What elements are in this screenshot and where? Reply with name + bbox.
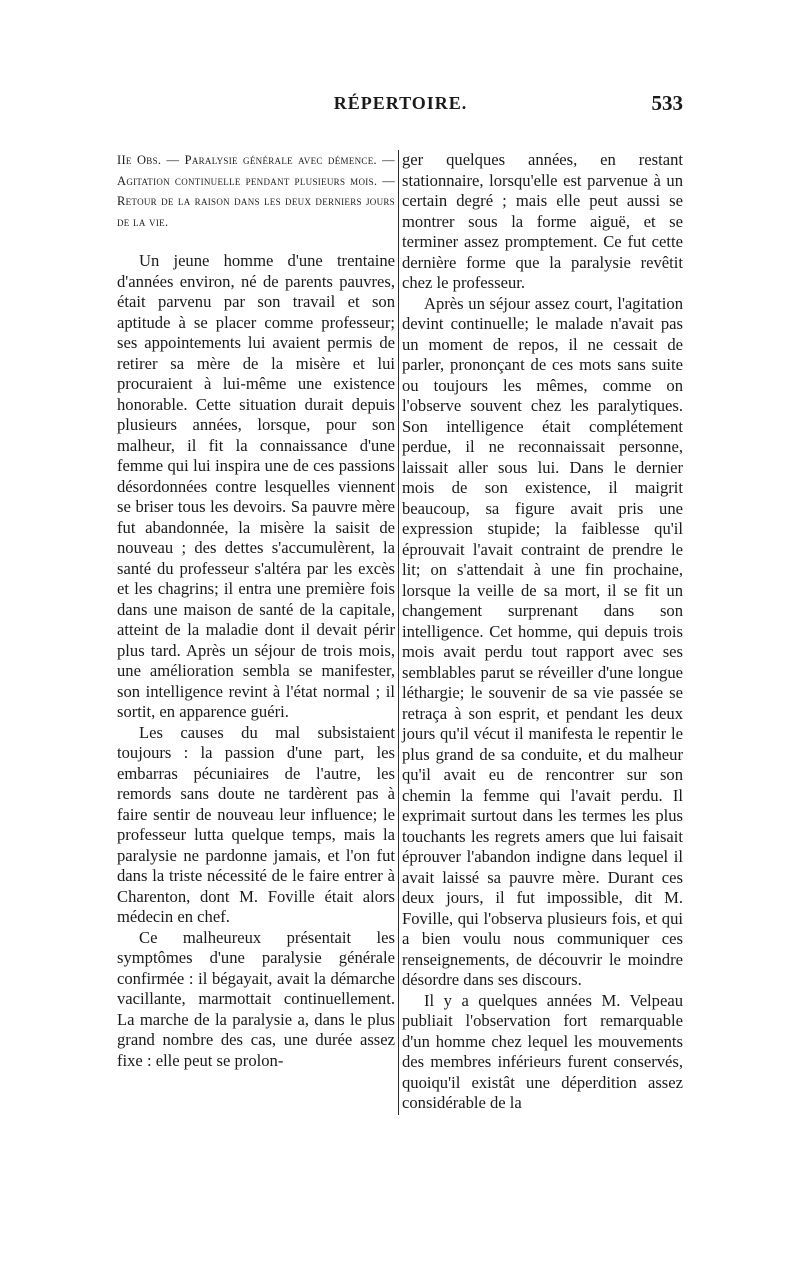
paragraph: Ce malheureux présentait les symptômes d'une paralysie générale confirmée : il bégayait, avait la démarche vacillante, marmottait continuellement. La marche de la paralysie a, dans le plus grand nombre des cas, une durée assez fixe : elle peut se prolon- [117, 927, 395, 1070]
running-head [118, 93, 683, 117]
page-number: 533 [651, 91, 683, 115]
left-column [117, 150, 395, 1071]
paragraph: Il y a quelques années M. Velpeau publiait l'observation fort remarquable d'un homme chez lequel les mouvements des membres inférieurs furent conservés, quoiqu'il existât une déperdition assez considérable de la [402, 990, 683, 1112]
right-column [402, 150, 683, 1114]
column-divider [398, 150, 399, 1115]
running-title: RÉPERTOIRE. [333, 93, 468, 113]
paragraph: Les causes du mal subsistaient toujours : la passion d'une part, les embarras pécuniaires de l'autre, les remords sans doute ne tardèrent pas à faire sentir de nouveau leur influence; le professeur lutta quelque temps, mais la paralysie ne pardonne jamais, et l'on fut dans la triste nécessité de le faire entrer à Charenton, dont M. Foville était alors médecin en chef. [117, 722, 395, 926]
paragraph: Après un séjour assez court, l'agitation devint continuelle; le malade n'avait pas un moment de repos, il ne cessait de parler, prononçant de ces mots sans suite ou toujours les mêmes, comme on l'observe souvent chez les paralytiques. Son intelligence était complétement perdue, il ne reconnaissait personne, laissait aller sous lui. Dans le dernier mois de son existence, il maigrit beaucoup, sa figure avait pris une expression stupide; la faiblesse qu'il éprouvait l'avait contraint de prendre le lit; on s'attendait à une fin prochaine, lorsque la veille de sa mort, il se fit un changement surprenant dans son intelligence. Cet homme, qui depuis trois mois avait perdu tout rapport avec ses semblables parut se réveiller d'une longue léthargie; le souvenir de sa vie passée se retraça à son esprit, et pendant les deux jours qu'il vécut il manifesta le repentir le plus grand de sa conduite, et du malheur qu'il avait eu de rencontrer sur son chemin la femme qui l'avait perdu. Il exprimait surtout dans les termes les plus touchants les regrets amers que lui faisait éprouver l'abandon indigne dans lequel il avait laissé sa pauvre mère. Durant ces deux jours, il fut impossible, dit M. Foville, qui l'observa plusieurs fois, et qui a bien voulu nous communiquer ces renseignements, de découvrir le moindre désordre dans ses discours. [402, 293, 683, 989]
observation-heading: IIe Obs. — Paralysie générale avec démence. — Agitation continuelle pendant plusieurs mois. — Retour de la raison dans les deux derniers jours de la vie. [117, 153, 395, 229]
paragraph: ger quelques années, en restant stationnaire, lorsqu'elle est parvenue à un certain degré ; mais elle peut aussi se montrer sous la forme aiguë, et se terminer assez promptement. Ce fut cette dernière forme que la paralysie revêtit chez le professeur. [402, 150, 683, 292]
paragraph: Un jeune homme d'une trentaine d'années environ, né de parents pauvres, était parvenu par son travail et son aptitude à se placer comme professeur; ses appointements lui avaient permis de retirer sa mère de la misère et lui procuraient à lui-même une existence honorable. Cette situation durait depuis plusieurs années, lorsque, pour son malheur, il fit la connaissance d'une femme qui lui inspira une de ces passions désordonnées contre lesquelles viennent se briser tous les devoirs. Sa pauvre mère fut abandonnée, la misère la saisit de nouveau ; des dettes s'accumulèrent, la santé du professeur s'altéra par les excès et les chagrins; il entra une première fois dans une maison de santé de la capitale, atteint de la maladie dont il devait périr plus tard. Après un séjour de trois mois, une amélioration sembla se manifester, son intelligence revint à l'état normal ; il sortit, en apparence guéri. [117, 251, 395, 721]
